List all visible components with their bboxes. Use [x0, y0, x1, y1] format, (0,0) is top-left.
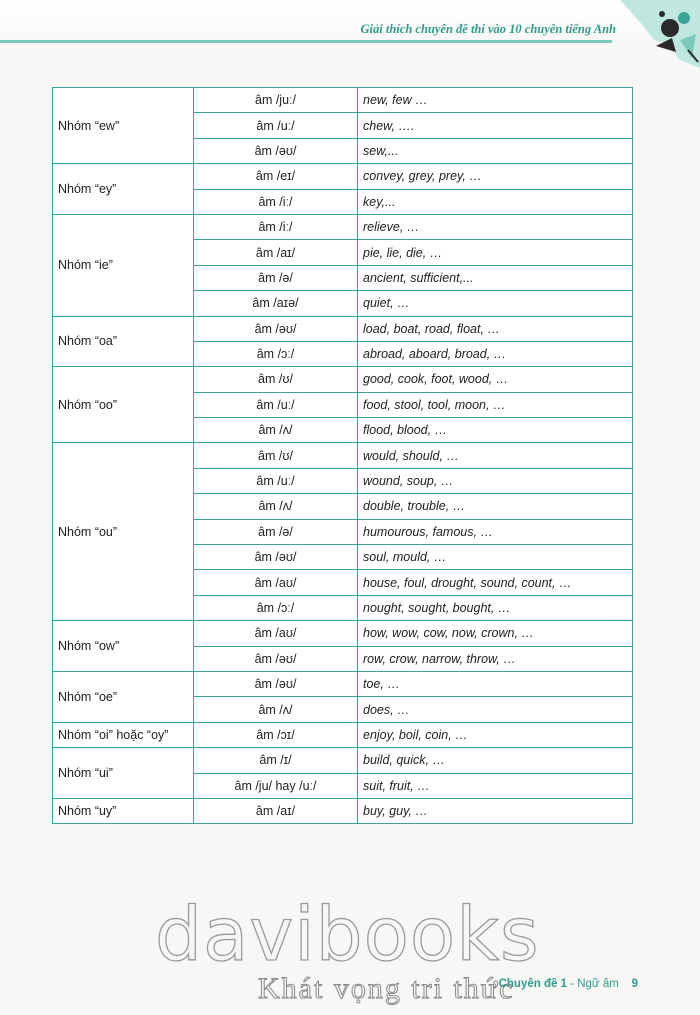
page-number: 9	[631, 978, 638, 990]
letter-group-cell: Nhóm “ow”	[53, 621, 194, 672]
examples-cell: how, wow, cow, now, crown, …	[358, 621, 633, 646]
table-row	[53, 722, 633, 747]
examples-cell: toe, …	[358, 671, 633, 696]
examples-cell: quiet, …	[358, 291, 633, 316]
examples-cell: relieve, …	[358, 214, 633, 239]
examples-cell: food, stool, tool, moon, …	[358, 392, 633, 417]
sound-cell: âm /ju/ hay /uː/	[194, 773, 358, 798]
examples-cell: ancient, sufficient,...	[358, 265, 633, 290]
table-row	[53, 214, 633, 239]
sound-cell: âm /əʊ/	[194, 671, 358, 696]
examples-cell: build, quick, …	[358, 748, 633, 773]
table-row	[53, 164, 633, 189]
examples-cell: new, few …	[358, 88, 633, 113]
sound-cell: âm /uː/	[194, 468, 358, 493]
letter-group-cell: Nhóm “ew”	[53, 88, 194, 164]
sound-cell: âm /ɔɪ/	[194, 722, 358, 747]
examples-cell: abroad, aboard, broad, …	[358, 341, 633, 366]
letter-group-cell: Nhóm “oo”	[53, 367, 194, 443]
sound-cell: âm /iː/	[194, 189, 358, 214]
examples-cell: load, boat, road, float, …	[358, 316, 633, 341]
sound-cell: âm /juː/	[194, 88, 358, 113]
sound-cell: âm /aɪ/	[194, 240, 358, 265]
table-body	[53, 88, 633, 824]
examples-cell: double, trouble, …	[358, 494, 633, 519]
examples-cell: buy, guy, …	[358, 798, 633, 823]
letter-group-cell: Nhóm “ie”	[53, 214, 194, 316]
examples-cell: soul, mould, …	[358, 545, 633, 570]
header-rule	[0, 40, 612, 43]
footer-separator: -	[570, 978, 575, 990]
sound-cell: âm /aɪə/	[194, 291, 358, 316]
sound-cell: âm /eɪ/	[194, 164, 358, 189]
examples-cell: flood, blood, …	[358, 418, 633, 443]
examples-cell: humourous, famous, …	[358, 519, 633, 544]
examples-cell: wound, soup, …	[358, 468, 633, 493]
footer-section: Ngữ âm	[577, 978, 619, 990]
sound-cell: âm /uː/	[194, 392, 358, 417]
table-row	[53, 367, 633, 392]
sound-cell: âm /ə/	[194, 265, 358, 290]
sound-cell: âm /ʌ/	[194, 697, 358, 722]
examples-cell: sew,...	[358, 138, 633, 163]
sound-cell: âm /ɔː/	[194, 595, 358, 620]
letter-group-cell: Nhóm “ou”	[53, 443, 194, 621]
examples-cell: row, crow, narrow, throw, …	[358, 646, 633, 671]
sound-cell: âm /ʊ/	[194, 367, 358, 392]
examples-cell: enjoy, boil, coin, …	[358, 722, 633, 747]
examples-cell: chew, ….	[358, 113, 633, 138]
sound-cell: âm /ʌ/	[194, 418, 358, 443]
letter-group-cell: Nhóm “oe”	[53, 671, 194, 722]
table-row	[53, 798, 633, 823]
sound-cell: âm /ʊ/	[194, 443, 358, 468]
table-row	[53, 671, 633, 696]
examples-cell: would, should, …	[358, 443, 633, 468]
sound-cell: âm /əʊ/	[194, 545, 358, 570]
footer-chapter: Chuyên đề 1	[498, 978, 567, 990]
table-row	[53, 88, 633, 113]
examples-cell: key,...	[358, 189, 633, 214]
examples-cell: house, foul, drought, sound, count, …	[358, 570, 633, 595]
sound-cell: âm /əʊ/	[194, 138, 358, 163]
table-row	[53, 443, 633, 468]
sound-cell: âm /ʌ/	[194, 494, 358, 519]
examples-cell: does, …	[358, 697, 633, 722]
header-title: Giải thích chuyên đề thi vào 10 chuyên tiếng Anh	[360, 22, 616, 36]
pronunciation-table	[52, 87, 633, 824]
sound-cell: âm /əʊ/	[194, 646, 358, 671]
letter-group-cell: Nhóm “oa”	[53, 316, 194, 367]
sound-cell: âm /aɪ/	[194, 798, 358, 823]
sound-cell: âm /aʊ/	[194, 621, 358, 646]
sound-cell: âm /əʊ/	[194, 316, 358, 341]
watermark-brand: davibooks	[155, 892, 540, 978]
examples-cell: good, cook, foot, wood, …	[358, 367, 633, 392]
decorative-illustration-icon	[610, 0, 700, 68]
watermark-slogan: Khát vọng tri thức	[258, 972, 515, 1005]
sound-cell: âm /uː/	[194, 113, 358, 138]
sound-cell: âm /aʊ/	[194, 570, 358, 595]
sound-cell: âm /ɔː/	[194, 341, 358, 366]
sound-cell: âm /ɪ/	[194, 748, 358, 773]
table-row	[53, 621, 633, 646]
letter-group-cell: Nhóm “oi” hoặc “oy”	[53, 722, 194, 747]
sound-cell: âm /ə/	[194, 519, 358, 544]
letter-group-cell: Nhóm “ui”	[53, 748, 194, 799]
sound-cell: âm /iː/	[194, 214, 358, 239]
page-footer	[499, 978, 638, 990]
examples-cell: suit, fruit, …	[358, 773, 633, 798]
examples-cell: convey, grey, prey, …	[358, 164, 633, 189]
table-row	[53, 316, 633, 341]
table-row	[53, 748, 633, 773]
examples-cell: pie, lie, die, …	[358, 240, 633, 265]
examples-cell: nought, sought, bought, …	[358, 595, 633, 620]
letter-group-cell: Nhóm “uy”	[53, 798, 194, 823]
letter-group-cell: Nhóm “ey”	[53, 164, 194, 215]
